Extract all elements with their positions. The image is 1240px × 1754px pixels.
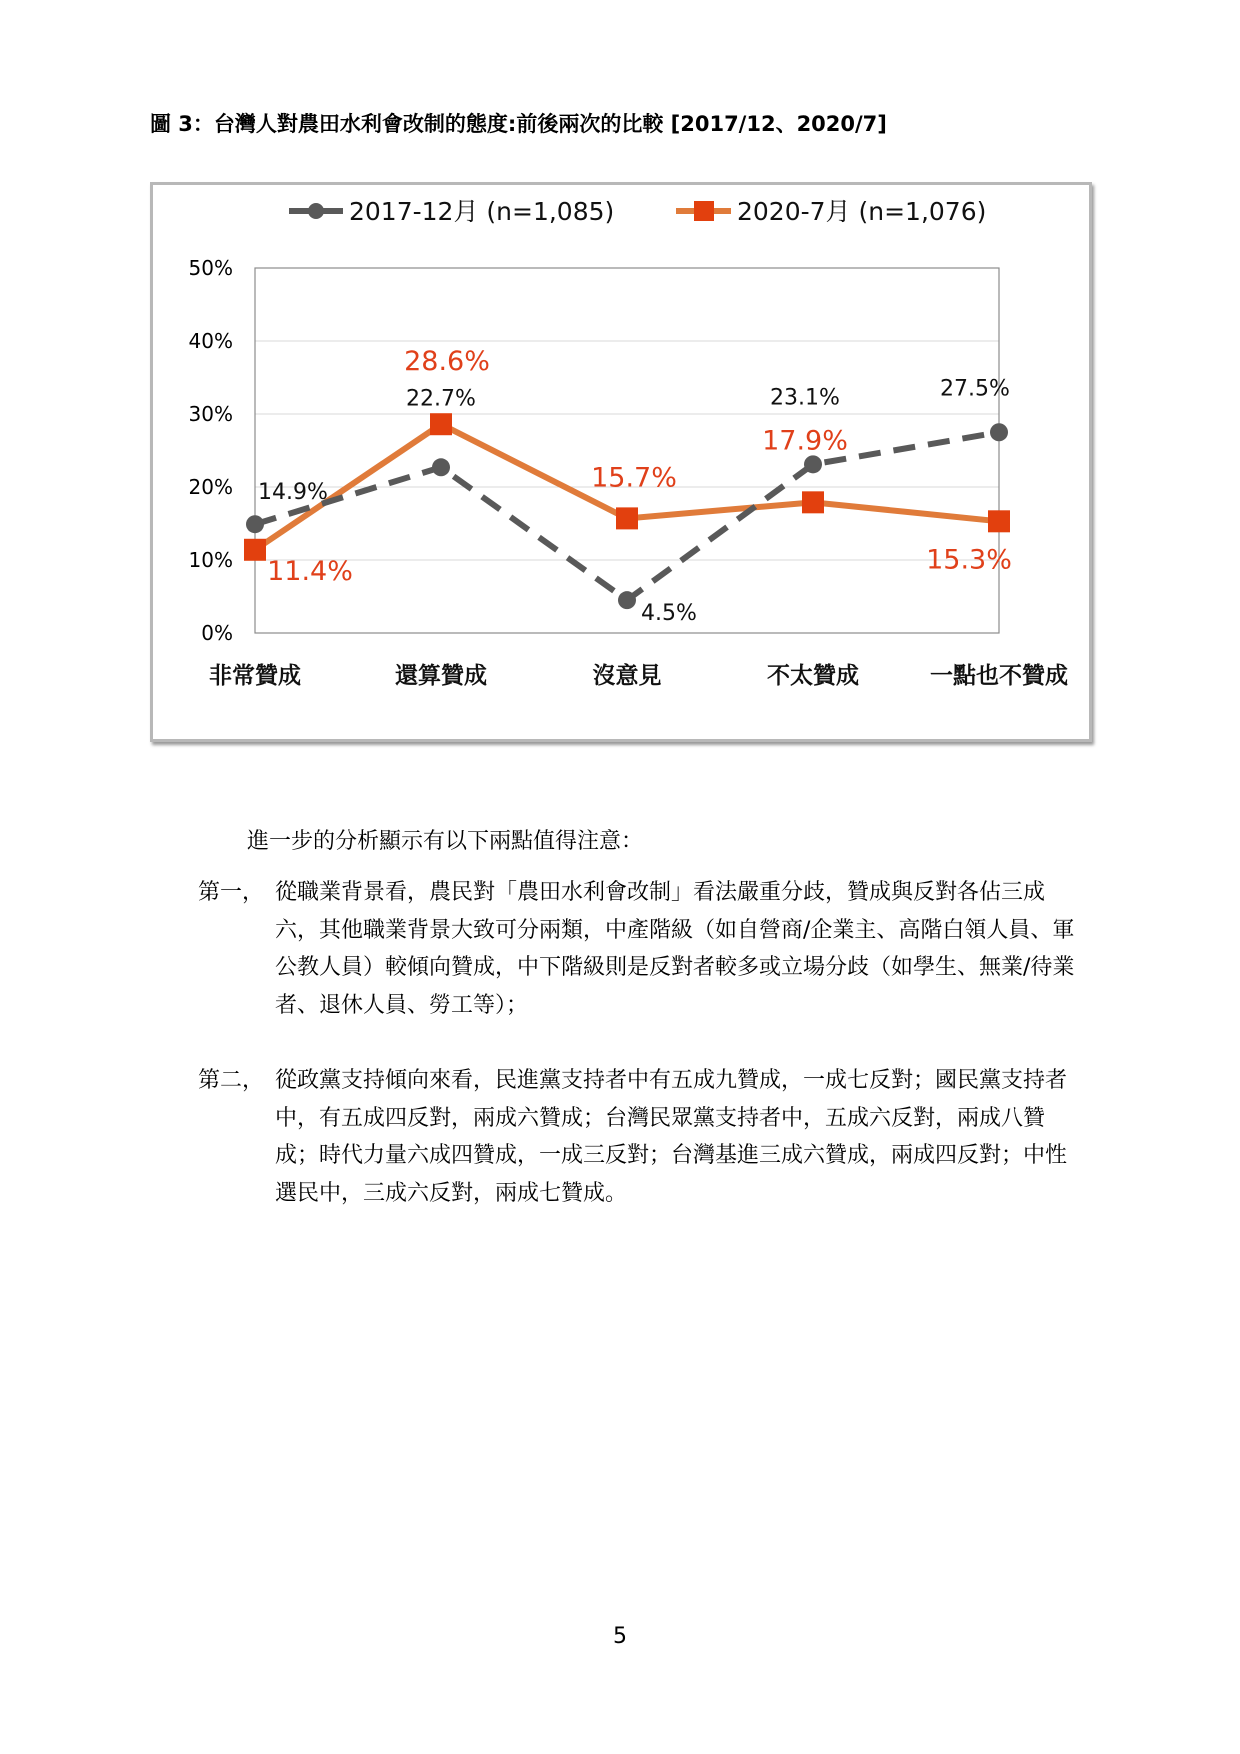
series-2020-marker	[616, 507, 638, 529]
point-one-paragraph	[198, 874, 1086, 1024]
legend-2017-label: 2017-12月 (n=1,085)	[349, 197, 615, 226]
series-2017-data-label: 27.5%	[940, 376, 1010, 402]
y-tick-label: 10%	[188, 548, 233, 572]
y-tick-label: 30%	[188, 402, 233, 426]
series-2020-data-label: 15.3%	[926, 544, 1012, 576]
y-tick-label: 20%	[188, 475, 233, 499]
series-2017-marker	[432, 458, 450, 476]
series-2020-marker	[430, 413, 452, 435]
figure-title: 圖 3：台灣人對農田水利會改制的態度:前後兩次的比較 [2017/12、2020/7]	[150, 112, 887, 136]
series-2017-data-label: 4.5%	[641, 601, 697, 627]
series-2017-data-label: 23.1%	[770, 385, 840, 411]
chart-canvas	[153, 185, 1089, 739]
point-two-text	[198, 1062, 1086, 1212]
legend-2017-marker	[308, 203, 324, 219]
x-tick-label: 一點也不贊成	[930, 663, 1068, 689]
point-one-text	[198, 874, 1086, 1024]
y-tick-label: 40%	[188, 329, 233, 353]
y-tick-label: 0%	[201, 621, 233, 645]
legend-2020-marker	[694, 201, 714, 221]
series-2017-marker	[804, 455, 822, 473]
point-two-lead: 第二，	[198, 1068, 265, 1093]
series-2020-data-label: 15.7%	[591, 462, 677, 494]
series-2017-marker	[246, 515, 264, 533]
y-tick-label: 50%	[188, 256, 233, 280]
line-chart	[150, 182, 1092, 742]
page-number: 5	[613, 1624, 627, 1649]
plot-area	[255, 268, 999, 633]
legend-2020-label: 2020-7月 (n=1,076)	[737, 197, 987, 226]
x-tick-label: 還算贊成	[395, 663, 487, 689]
series-2020-data-label: 11.4%	[267, 555, 353, 587]
point-two-paragraph	[198, 1062, 1086, 1212]
series-2020-marker	[802, 491, 824, 513]
series-2020-marker	[988, 510, 1010, 532]
x-tick-label: 不太贊成	[767, 663, 859, 689]
x-tick-label: 非常贊成	[209, 663, 301, 689]
series-2017-marker	[618, 591, 636, 609]
intro-paragraph: 進一步的分析顯示有以下兩點值得注意：	[247, 829, 644, 854]
point-one-text-content: 從職業背景看，農民對「農田水利會改制」看法嚴重分歧，贊成與反對各佔三成六，其他職業背景大致可分兩類，中產階級（如自營商/企業主、高階白領人員、軍公教人員）較傾向贊成，中下階級則是反對者較多或立場分歧（如學生、無業/待業者、退休人員、勞工等）；	[275, 880, 1075, 1018]
x-tick-label: 沒意見	[592, 663, 662, 689]
point-one-lead: 第一，	[198, 880, 265, 905]
series-2017-data-label: 14.9%	[258, 480, 328, 506]
series-2017-marker	[990, 423, 1008, 441]
series-2020-data-label: 17.9%	[762, 425, 848, 457]
point-two-text-content: 從政黨支持傾向來看，民進黨支持者中有五成九贊成，一成七反對；國民黨支持者中，有五成四反對，兩成六贊成；台灣民眾黨支持者中，五成六反對，兩成八贊成；時代力量六成四贊成，一成三反對；台灣基進三成六贊成，兩成四反對；中性選民中，三成六反對，兩成七贊成。	[275, 1068, 1068, 1206]
series-2017-data-label: 22.7%	[406, 386, 476, 412]
series-2020-data-label: 28.6%	[404, 346, 490, 378]
series-2020-marker	[244, 539, 266, 561]
